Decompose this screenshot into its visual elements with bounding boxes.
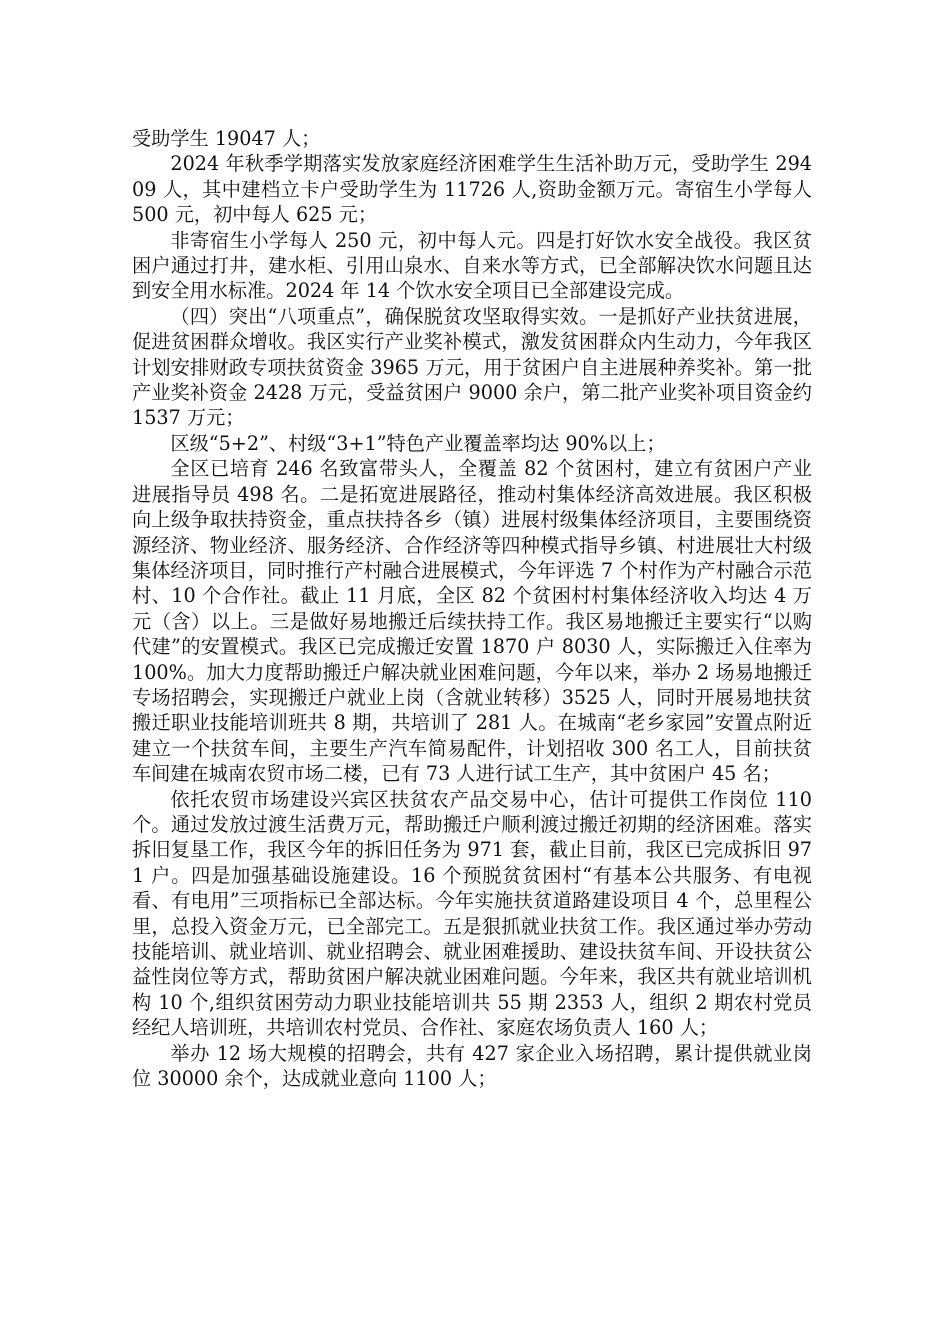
document-body: [132, 126, 812, 1091]
paragraph: 依托农贸市场建设兴宾区扶贫农产品交易中心，估计可提供工作岗位 110 个。通过发放过渡生活费万元，帮助搬迁户顺利渡过搬迁初期的经济困难。落实拆旧复垦工作，我区今年的拆旧任务为 971 套，截止目前，我区已完成拆旧 971 户。四是加强基础设施建设。16 个预脱贫贫困村“有基本公共服务、有电视看、有电用”三项指标已全部达标。今年实施扶贫道路建设项目 4 个，总里程公里，总投入资金万元，已全部完工。五是狠抓就业扶贫工作。我区通过举办劳动技能培训、就业培训、就业招聘会、就业困难援助、建设扶贫车间、开设扶贫公益性岗位等方式，帮助贫困户解决就业困难问题。今年来，我区共有就业培训机构 10 个,组织贫困劳动力职业技能培训共 55 期 2353 人，组织 2 期农村党员经纪人培训班，共培训农村党员、合作社、家庭农场负责人 160 人；: [132, 787, 812, 1040]
paragraph: （四）突出“八项重点”，确保脱贫攻坚取得实效。一是抓好产业扶贫进展，促进贫困群众增收。我区实行产业奖补模式，激发贫困群众内生动力，今年我区计划安排财政专项扶贫资金 3965 万元，用于贫困户自主进展种养奖补。第一批产业奖补资金 2428 万元，受益贫困户 9000 余户，第二批产业奖补项目资金约 1537 万元；: [132, 304, 812, 430]
paragraph: 区级“5+2”、村级“3+1”特色产业覆盖率均达 90%以上；: [170, 431, 666, 455]
paragraph: 2024 年秋季学期落实发放家庭经济困难学生生活补助万元，受助学生 29409 人，其中建档立卡户受助学生为 11726 人,资助金额万元。寄宿生小学每人 500 元，初中每人 625 元；: [132, 152, 812, 227]
paragraph: 受助学生 19047 人；: [132, 127, 321, 150]
paragraph: 全区已培育 246 名致富带头人，全覆盖 82 个贫困村，建立有贫困户产业进展指导员 498 名。二是拓宽进展路径，推动村集体经济高效进展。我区积极向上级争取扶持资金，重点扶持各乡（镇）进展村级集体经济项目，主要围绕资源经济、物业经济、服务经济、合作经济等四种模式指导乡镇、村进展壮大村级集体经济项目，同时推行产村融合进展模式，今年评选 7 个村作为产村融合示范村、10 个合作社。截止 11 月底，全区 82 个贫困村村集体经济收入均达 4 万元（含）以上。三是做好易地搬迁后续扶持工作。我区易地搬迁主要实行“以购代建”的安置模式。我区已完成搬迁安置 1870 户 8030 人，实际搬迁入住率为 100%。加大力度帮助搬迁户解决就业困难问题，今年以来，举办 2 场易地搬迁专场招聘会，实现搬迁户就业上岗（含就业转移）3525 人，同时开展易地扶贫搬迁职业技能培训班共 8 期，共培训了 281 人。在城南“老乡家园”安置点附近建立一个扶贫车间，主要生产汽车简易配件，计划招收 300 名工人，目前扶贫车间建在城南农贸市场二楼，已有 73 人进行试工生产，其中贫困户 45 名；: [132, 457, 812, 786]
paragraph: 非寄宿生小学每人 250 元，初中每人元。四是打好饮水安全战役。我区贫困户通过打井，建水柜、引用山泉水、自来水等方式，已全部解决饮水问题且达到安全用水标准。2024 年 14 个饮水安全项目已全部建设完成。: [132, 228, 812, 303]
paragraph: 举办 12 场大规模的招聘会，共有 427 家企业入场招聘，累计提供就业岗位 30000 余个，达成就业意向 1100 人；: [132, 1041, 812, 1091]
